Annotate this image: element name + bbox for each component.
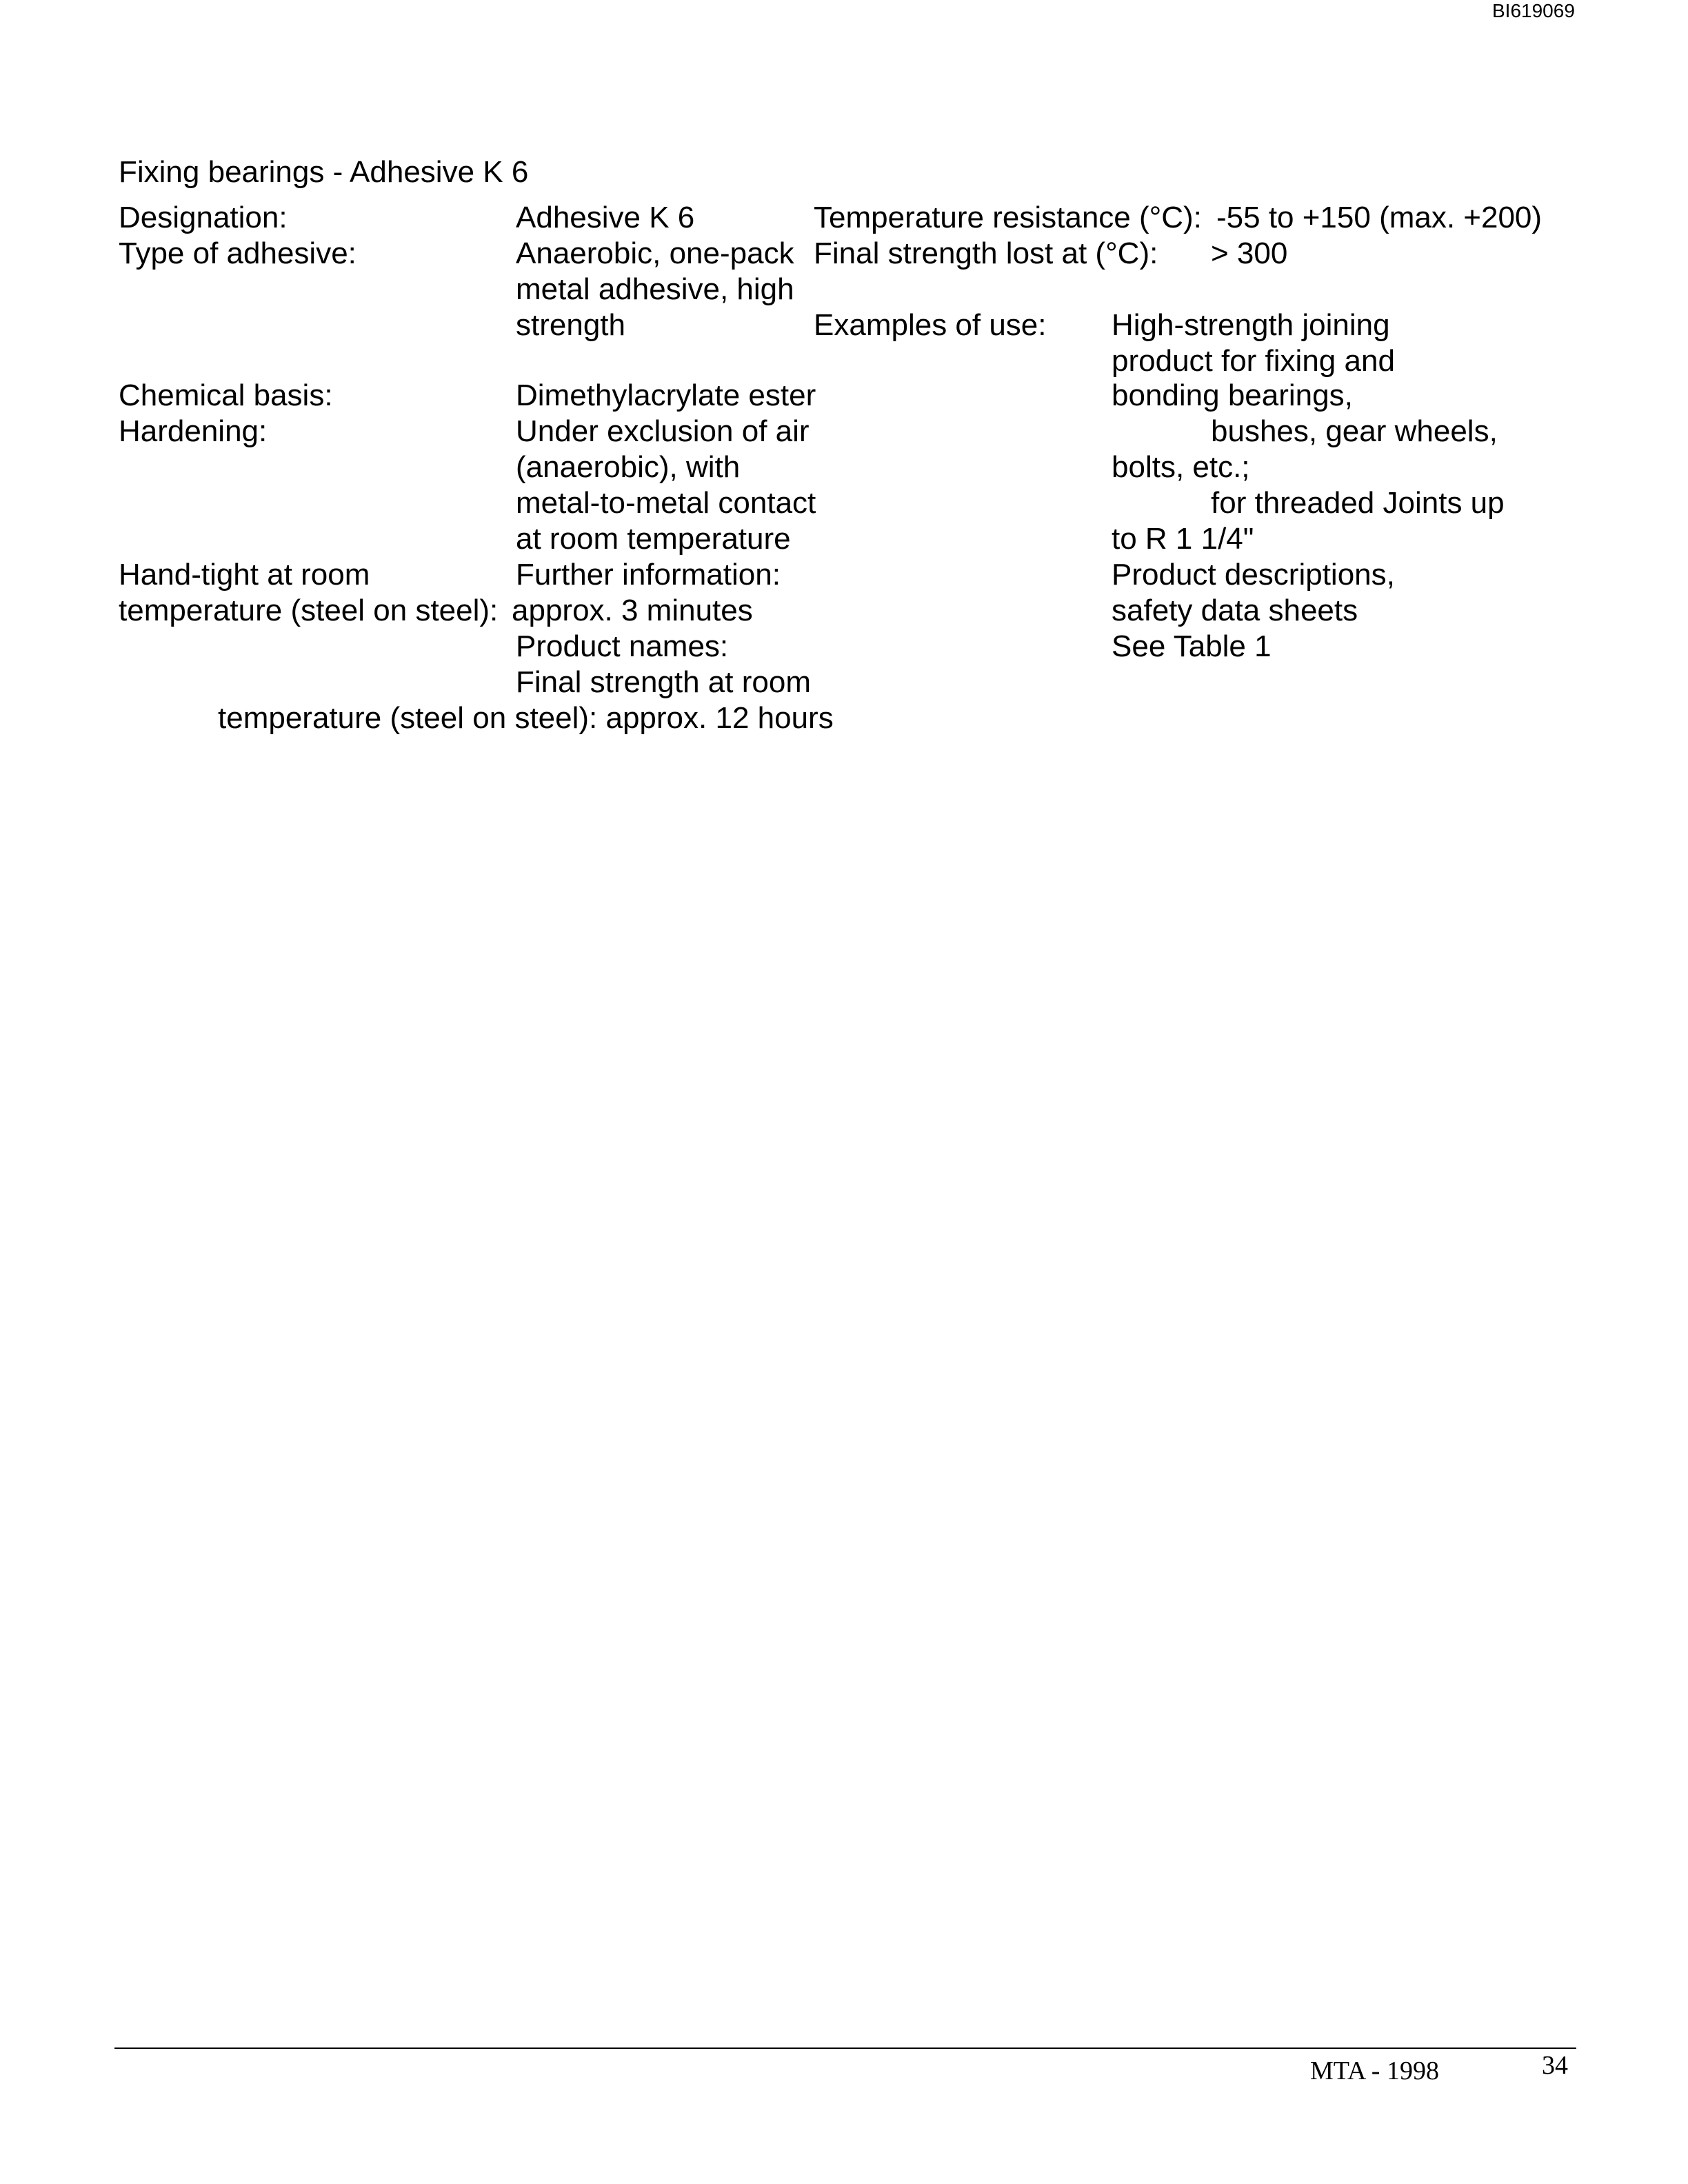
hardening-value-line-4: at room temperature [516, 522, 791, 556]
chemical-basis-label: Chemical basis: [119, 378, 333, 412]
final-strength-line-1: Final strength at room [516, 665, 811, 699]
final-strength-line-2: temperature (steel on steel): approx. 12 hours [218, 701, 834, 735]
further-information-line-1: Product descriptions, [1112, 558, 1395, 592]
examples-line-1: High-strength joining [1112, 308, 1390, 342]
examples-line-7: to R 1 1/4" [1112, 522, 1254, 556]
chemical-basis-value: Dimethylacrylate ester [516, 378, 816, 412]
further-information-line-2: safety data sheets [1112, 594, 1358, 627]
hardening-label: Hardening: [119, 414, 268, 448]
page-title: Fixing bearings - Adhesive K 6 [119, 155, 529, 189]
hardening-value-line-2: (anaerobic), with [516, 450, 741, 484]
footer-divider [114, 2048, 1576, 2049]
examples-line-4: bushes, gear wheels, [1211, 414, 1498, 448]
further-information-label: Further information: [516, 558, 781, 592]
designation-value: Adhesive K 6 [516, 201, 695, 234]
hand-tight-value: approx. 3 minutes [512, 594, 753, 627]
final-strength-lost-label: Final strength lost at (°C): [814, 236, 1158, 270]
hardening-value-line-3: metal-to-metal contact [516, 486, 816, 520]
temperature-resistance-value: -55 to +150 (max. +200) [1216, 201, 1543, 234]
hand-tight-label-line-2: temperature (steel on steel): [119, 594, 499, 627]
examples-of-use-label: Examples of use: [814, 308, 1047, 342]
hardening-value-line-1: Under exclusion of air [516, 414, 810, 448]
type-of-adhesive-value-line-3: strength [516, 308, 625, 342]
product-names-label: Product names: [516, 629, 729, 663]
examples-line-5: bolts, etc.; [1112, 450, 1250, 484]
type-of-adhesive-value-line-2: metal adhesive, high [516, 272, 794, 306]
hand-tight-label-line-1: Hand-tight at room [119, 558, 370, 592]
footer-label: MTA - 1998 [1310, 2056, 1439, 2085]
page-number: 34 [1542, 2051, 1568, 2080]
document-id: BI619069 [1492, 0, 1575, 21]
examples-line-3: bonding bearings, [1112, 378, 1353, 412]
type-of-adhesive-label: Type of adhesive: [119, 236, 356, 270]
type-of-adhesive-value-line-1: Anaerobic, one-pack [516, 236, 794, 270]
examples-line-6: for threaded Joints up [1211, 486, 1505, 520]
examples-line-2: product for fixing and [1112, 344, 1395, 378]
final-strength-lost-value: > 300 [1211, 236, 1288, 270]
temperature-resistance-label: Temperature resistance (°C): [814, 201, 1202, 234]
designation-label: Designation: [119, 201, 288, 234]
product-names-value: See Table 1 [1112, 629, 1272, 663]
